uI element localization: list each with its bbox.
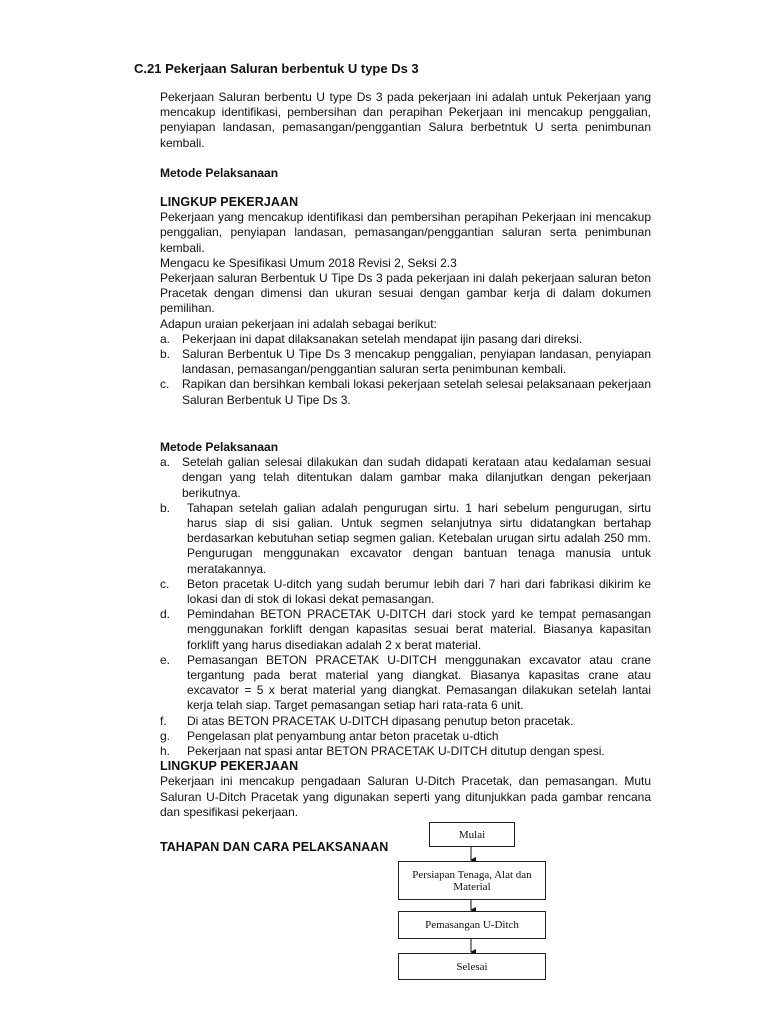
list-marker: f. — [160, 713, 167, 728]
list-marker: a. — [160, 331, 171, 346]
flow-step-preparation: Persiapan Tenaga, Alat dan Material — [398, 861, 546, 900]
lingkup-heading-1: LINGKUP PEKERJAAN — [160, 195, 299, 209]
intro-paragraph — [160, 90, 651, 151]
tahapan-heading: TAHAPAN DAN CARA PELAKSANAAN — [160, 840, 389, 854]
lingkup-text-3: Pekerjaan ini mencakup pengadaan Saluran U-Ditch Pracetak, dan pemasangan. Mutu Saluran U-Ditch Pracetak yang digunakan seperti yang ditunjukkan pada gambar rencana dan spesifikasi pekerjaan. — [160, 774, 651, 819]
list-item-text: Tahapan setelah galian adalah pengurugan sirtu. 1 hari sebelum pengurugan, sirtu harus siap di sisi galian. Untuk segmen selanjutnya sirtu didatangkan bertahap berdasarkan kebutuhan setiap segmen galian. Ketebalan urugan sirtu adalah 250 mm. Pengurugan menggunakan excavator dengan bantuan tenaga manusia untuk meratakannya. — [187, 500, 651, 576]
list-item — [160, 377, 651, 407]
list-item-text: Setelah galian selesai dilakukan dan sudah didapati kerataan atau kedalaman sesuai dengan yang telah ditentukan dalam gambar maka dilanjutkan dengan pekerjaan berikutnya. — [182, 455, 651, 500]
list-marker: b. — [160, 500, 171, 515]
list-item — [160, 714, 651, 729]
list-item — [160, 347, 651, 377]
list-item-text: Rapikan dan bersihkan kembali lokasi pekerjaan setelah selesai pelaksanaan pekerjaan Saluran Berbentuk U Tipe Ds 3. — [182, 377, 651, 407]
list-marker: h. — [160, 744, 171, 759]
list-marker: g. — [160, 728, 171, 743]
flow-step-installation: Pemasangan U-Ditch — [398, 911, 546, 939]
metode-heading-1: Metode Pelaksanaan — [160, 166, 279, 180]
uraian-intro: Adapun uraian pekerjaan ini adalah sebagai berikut: — [160, 316, 437, 331]
lingkup-section-1 — [160, 195, 651, 408]
flow-step-finish: Selesai — [398, 953, 546, 980]
list-item — [160, 455, 651, 501]
list-item-text: Pekerjaan nat spasi antar BETON PRACETAK U-DITCH ditutup dengan spesi. — [187, 744, 605, 759]
list-item — [160, 577, 651, 607]
list-item — [160, 607, 651, 653]
list-marker: e. — [160, 652, 171, 667]
list-item — [160, 332, 651, 347]
mengacu-text: Mengacu ke Spesifikasi Umum 2018 Revisi 2, Seksi 2.3 — [160, 255, 457, 270]
intro-text: Pekerjaan Saluran berbentu U type Ds 3 pada pekerjaan ini adalah untuk Pekerjaan yang mencakup identifikasi, pembersihan dan perapihan Pekerjaan ini mencakup penggalian, penyiapan landasan, pemasangan/penggantian Salura berbetntuk U serta penimbunan kembali. — [160, 90, 651, 150]
metode-section-2 — [160, 440, 651, 820]
list-item-text: Saluran Berbentuk U Tipe Ds 3 mencakup penggalian, penyiapan landasan, penyiapan landasan, pemasangan/penggantian saluran serta penimbunan kembali. — [182, 347, 651, 377]
list-marker: d. — [160, 607, 171, 622]
metode-list — [160, 455, 651, 501]
list-marker: a. — [160, 455, 171, 470]
section-title: C.21 Pekerjaan Saluran berbentuk U type Ds 3 — [134, 61, 419, 76]
list-item — [160, 744, 651, 759]
metode-list-cont — [160, 501, 651, 759]
lingkup-text-2: Pekerjaan saluran Berbentuk U Tipe Ds 3 pada pekerjaan ini dalah pekerjaan saluran beton Pracetak dengan dimensi dan ukuran sesuai dengan gambar kerja di dalam dokumen pemilihan. — [160, 271, 651, 316]
list-item-text: Di atas BETON PRACETAK U-DITCH dipasang penutup beton pracetak. — [187, 713, 574, 728]
list-item-text: Pemindahan BETON PRACETAK U-DITCH dari stock yard ke tempat pemasangan menggunakan forklift dengan kapasitas sesuai berat material. Biasanya kapasitan forklift yang harus disediakan adalah 2 x berat material. — [187, 607, 651, 652]
list-item — [160, 729, 651, 744]
list-marker: c. — [160, 377, 170, 392]
lingkup-text-1: Pekerjaan yang mencakup identifikasi dan pembersihan perapihan Pekerjaan ini mencakup penggalian, penyiapan landasan, pemasangan/penggantian saluran serta penimbunan kembali. — [160, 210, 651, 255]
metode-heading-2: Metode Pelaksanaan — [160, 440, 279, 454]
list-item-text: Pekerjaan ini dapat dilaksanakan setelah mendapat ijin pasang dari direksi. — [182, 331, 583, 346]
uraian-list — [160, 332, 651, 408]
list-marker: b. — [160, 347, 171, 362]
list-item — [160, 653, 651, 714]
list-item-text: Pengelasan plat penyambung antar beton pracetak u-dtich — [187, 728, 499, 743]
list-item — [160, 501, 651, 577]
list-marker: c. — [160, 576, 170, 591]
list-item-text: Beton pracetak U-ditch yang sudah berumur lebih dari 7 hari dari fabrikasi dikirim ke lokasi dan di stok di lokasi dekat pemasangan. — [187, 576, 651, 607]
flow-step-start: Mulai — [429, 822, 515, 847]
list-item-text: Pemasangan BETON PRACETAK U-DITCH menggunakan excavator atau crane tergantung pada berat material yang diangkat. Biasanya kapasitas crane atau excavator = 5 x berat material yang diangkat. Pemasangan dilakukan setelah lantai kerja telah siap. Target pemasangan setiap hari rata-rata 6 unit. — [187, 652, 651, 713]
lingkup-heading-2: LINGKUP PEKERJAAN — [160, 759, 299, 774]
